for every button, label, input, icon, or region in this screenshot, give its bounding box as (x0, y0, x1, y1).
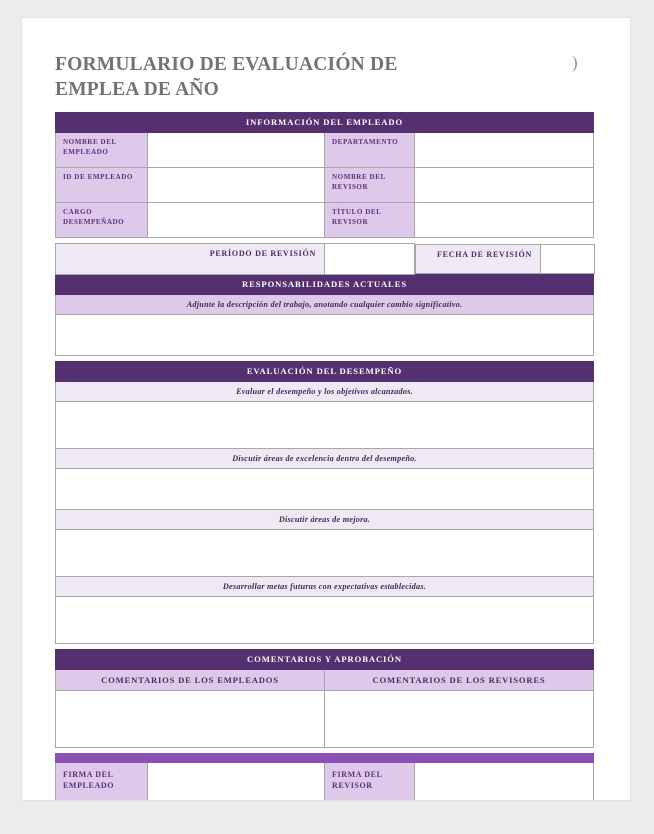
input-employee-id[interactable] (148, 168, 325, 203)
comments-input-row (56, 691, 594, 748)
comments-column-header-row (56, 670, 594, 691)
instruction-future-goals: Desarrollar metas futuras con expectativas establecidas. (56, 577, 594, 597)
input-employee-comments[interactable] (56, 691, 325, 748)
input-row-improvements (56, 530, 594, 577)
instruction-row-responsibilities (56, 295, 594, 315)
table-row-review-period (56, 244, 594, 275)
section-header-comments: COMENTARIOS Y APROBACIÓN (56, 650, 594, 670)
input-reviewer-title[interactable] (415, 203, 594, 238)
instruction-performance-goals: Evaluar el desempeño y los objetivos alcanzados. (56, 382, 594, 402)
instruction-row-future-goals (56, 577, 594, 597)
label-department: DEPARTAMENTO (325, 133, 415, 168)
section-header-row-performance (56, 362, 594, 382)
page-title: FORMULARIO DE EVALUACIÓN DE EMPLEA DE AÑO (55, 54, 398, 100)
input-reviewer-comments[interactable] (325, 691, 594, 748)
divider-bar (56, 754, 594, 763)
input-employee-name[interactable] (148, 133, 325, 168)
review-date-wrapper (415, 244, 594, 275)
input-performance-goals[interactable] (56, 402, 594, 449)
input-job-title[interactable] (148, 203, 325, 238)
input-row-performance-goals (56, 402, 594, 449)
section-header-row-responsibilities (56, 275, 594, 295)
instruction-row-improvements (56, 510, 594, 530)
label-reviewer-signature: FIRMA DEL REVISOR (325, 763, 415, 801)
input-department[interactable] (415, 133, 594, 168)
input-review-period[interactable] (325, 244, 415, 275)
section-header-employee-info: INFORMACIÓN DEL EMPLEADO (56, 113, 594, 133)
instruction-responsibilities: Adjunte la descripción del trabajo, anotando cualquier cambio significativo. (56, 295, 594, 315)
label-job-title: CARGO DESEMPEÑADO (56, 203, 148, 238)
section-header-responsibilities: RESPONSABILIDADES ACTUALES (56, 275, 594, 295)
divider-row (56, 754, 594, 763)
input-responsibilities[interactable] (56, 315, 594, 356)
input-row-strengths (56, 469, 594, 510)
label-review-period: PERÍODO DE REVISIÓN (56, 244, 325, 275)
label-employee-id: ID DE EMPLEADO (56, 168, 148, 203)
label-employee-signature: FIRMA DEL EMPLEADO (56, 763, 148, 801)
column-header-employee-comments: COMENTARIOS DE LOS EMPLEADOS (56, 670, 325, 691)
section-header-row-comments (56, 650, 594, 670)
input-future-goals[interactable] (56, 597, 594, 644)
input-reviewer-name[interactable] (415, 168, 594, 203)
instruction-strengths: Discutir áreas de excelencia dentro del desempeño. (56, 449, 594, 469)
instruction-improvements: Discutir áreas de mejora. (56, 510, 594, 530)
table-row (56, 203, 594, 238)
section-header-row-employee-info (56, 113, 594, 133)
document-page (22, 18, 630, 800)
input-reviewer-signature[interactable] (415, 763, 594, 801)
input-improvements[interactable] (56, 530, 594, 577)
section-header-performance: EVALUACIÓN DEL DESEMPEÑO (56, 362, 594, 382)
input-strengths[interactable] (56, 469, 594, 510)
input-review-date[interactable] (541, 244, 595, 274)
label-reviewer-title: TÍTULO DEL REVISOR (325, 203, 415, 238)
title-stray-glyph: ) (572, 53, 578, 72)
table-row (56, 133, 594, 168)
title-block (55, 52, 600, 102)
column-header-reviewer-comments: COMENTARIOS DE LOS REVISORES (325, 670, 594, 691)
instruction-row-performance-goals (56, 382, 594, 402)
signature-row (56, 763, 594, 801)
instruction-row-strengths (56, 449, 594, 469)
table-row (56, 168, 594, 203)
input-employee-signature[interactable] (148, 763, 325, 801)
input-row-responsibilities (56, 315, 594, 356)
label-reviewer-name: NOMBRE DEL REVISOR (325, 168, 415, 203)
label-review-date: FECHA DE REVISIÓN (416, 244, 541, 274)
input-row-future-goals (56, 597, 594, 644)
label-employee-name: NOMBRE DEL EMPLEADO (56, 133, 148, 168)
evaluation-form-table (55, 112, 594, 800)
